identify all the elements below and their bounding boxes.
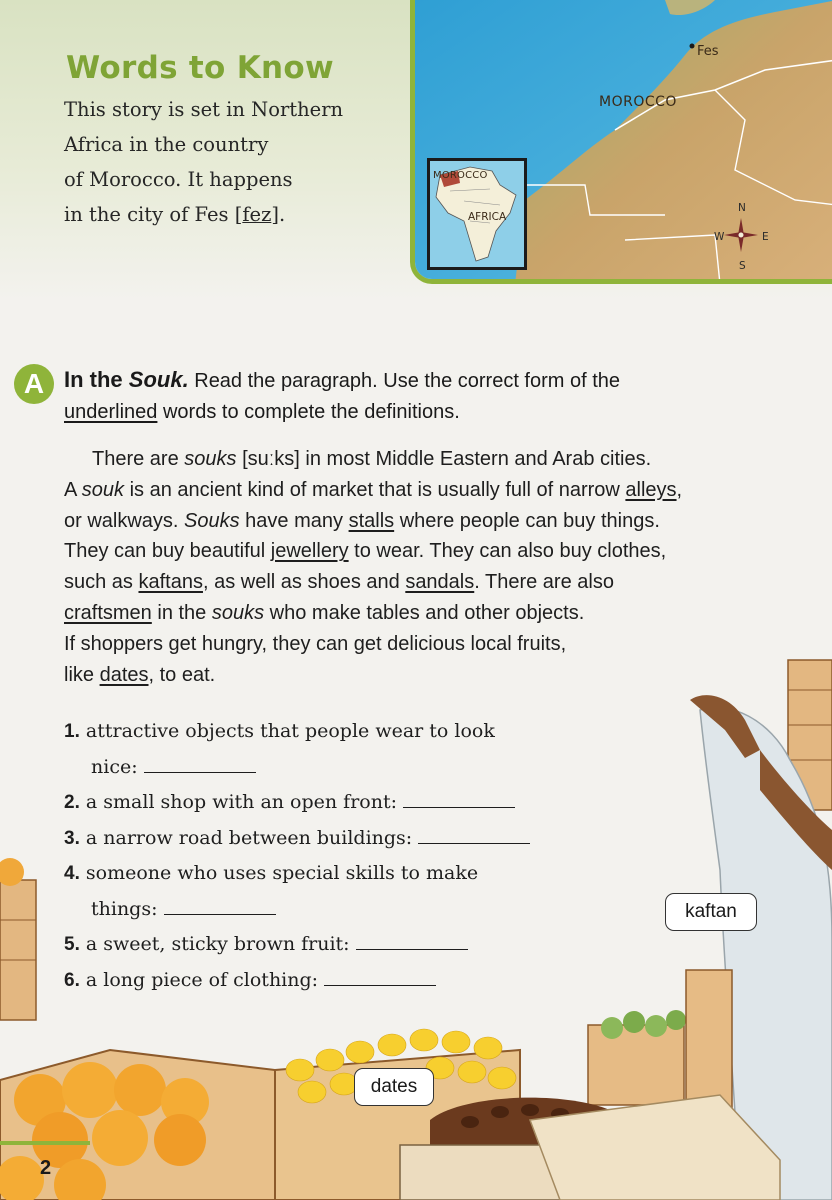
definition-questions (64, 714, 624, 998)
para-text: . There are also (474, 571, 614, 594)
page-number-bar (0, 1141, 90, 1145)
compass-rose (711, 200, 771, 272)
para-text: , (676, 478, 683, 501)
intro-line: Africa in the country (64, 133, 269, 156)
compass-w: W (714, 231, 725, 243)
question-text: a narrow road between buildings: (85, 826, 413, 849)
question-item (64, 927, 624, 963)
compass-n: N (738, 202, 746, 214)
para-text: , to eat. (148, 663, 216, 686)
para-text: They can buy beautiful (64, 540, 271, 563)
word-craftsmen: craftsmen (64, 601, 152, 624)
para-text: If shoppers get hungry, they can get delicious local fruits, (64, 632, 567, 655)
question-item (64, 785, 624, 821)
instruction-underlined: underlined (64, 401, 158, 423)
answer-blank[interactable] (164, 913, 276, 915)
question-text: a sweet, sticky brown fruit: (85, 933, 350, 955)
intro-line: of Morocco. It happens (64, 168, 293, 191)
para-text: is an ancient kind of market that is usually full of narrow (124, 478, 626, 501)
label-dates: dates (354, 1068, 434, 1106)
section-a-instructions (64, 364, 764, 428)
intro-line: in the city of Fes [ (64, 203, 243, 226)
para-text: to wear. They can also buy clothes, (348, 540, 667, 563)
para-italic: Souks (184, 509, 240, 532)
question-number: 3. (64, 827, 80, 849)
question-text: attractive objects that people wear to look (85, 720, 495, 742)
question-text-cont: things: (91, 897, 158, 920)
intro-line-end: ]. (271, 203, 286, 226)
instruction-text: Read the paragraph. Use the correct form of the (188, 370, 621, 392)
section-a-title (64, 367, 189, 392)
map-label-morocco: MOROCCO (599, 94, 677, 110)
answer-blank[interactable] (418, 842, 530, 844)
para-text: in the (151, 601, 212, 624)
question-text-cont: nice: (91, 755, 138, 778)
page-number: 2 (40, 1157, 52, 1179)
para-italic: souk (81, 478, 125, 501)
para-text: who make tables and other objects. (264, 601, 585, 624)
para-text: such as (64, 571, 139, 594)
question-number: 6. (64, 969, 80, 991)
question-item (64, 856, 624, 927)
instruction-text-end: words to complete the definitions. (157, 401, 460, 423)
word-sandals: sandals (405, 571, 475, 594)
para-text: A (64, 478, 82, 501)
question-number: 5. (64, 934, 80, 955)
word-alleys: alleys (625, 478, 677, 501)
compass-s: S (739, 260, 746, 272)
question-text: a long piece of clothing: (85, 968, 319, 991)
word-kaftans: kaftans (138, 571, 203, 594)
para-text: [suːks] in most Middle Eastern and Arab cities. (236, 448, 652, 470)
word-jewellery: jewellery (270, 540, 349, 563)
question-number: 2. (64, 792, 80, 813)
pronunciation: fez (242, 203, 272, 226)
question-text: a small shop with an open front: (85, 791, 397, 813)
inset-label-africa: AFRICA (468, 211, 507, 223)
map-label-fes: Fes (697, 44, 719, 59)
question-item (64, 821, 624, 857)
para-text: or walkways. (64, 509, 185, 532)
para-text: like (64, 663, 100, 686)
question-number: 4. (64, 863, 80, 884)
words-to-know-text (64, 92, 394, 232)
answer-blank[interactable] (403, 806, 515, 808)
question-text: someone who uses special skills to make (85, 862, 479, 884)
africa-inset-map (427, 158, 527, 270)
word-dates: dates (99, 663, 149, 686)
para-italic: souks (184, 448, 237, 470)
section-a-badge: A (14, 364, 54, 404)
para-text: have many (239, 509, 349, 532)
para-italic: souks (211, 601, 265, 624)
title-souk: Souk. (128, 367, 189, 392)
inset-label-morocco: MOROCCO (433, 170, 488, 181)
words-to-know-title: Words to Know (66, 50, 334, 86)
para-text: , as well as shoes and (202, 571, 406, 594)
question-item (64, 963, 624, 999)
answer-blank[interactable] (144, 771, 256, 773)
label-kaftan: kaftan (665, 893, 757, 931)
para-text: where people can buy things. (394, 509, 660, 532)
para-text: There are (92, 448, 185, 470)
souk-paragraph (64, 444, 774, 690)
word-stalls: stalls (348, 509, 395, 532)
answer-blank[interactable] (356, 948, 468, 950)
intro-line: This story is set in Northern (64, 98, 344, 121)
morocco-map (410, 0, 832, 284)
answer-blank[interactable] (324, 984, 436, 986)
question-number: 1. (64, 721, 80, 742)
compass-e: E (762, 231, 769, 243)
question-item (64, 714, 624, 785)
title-part: In the (64, 367, 129, 392)
